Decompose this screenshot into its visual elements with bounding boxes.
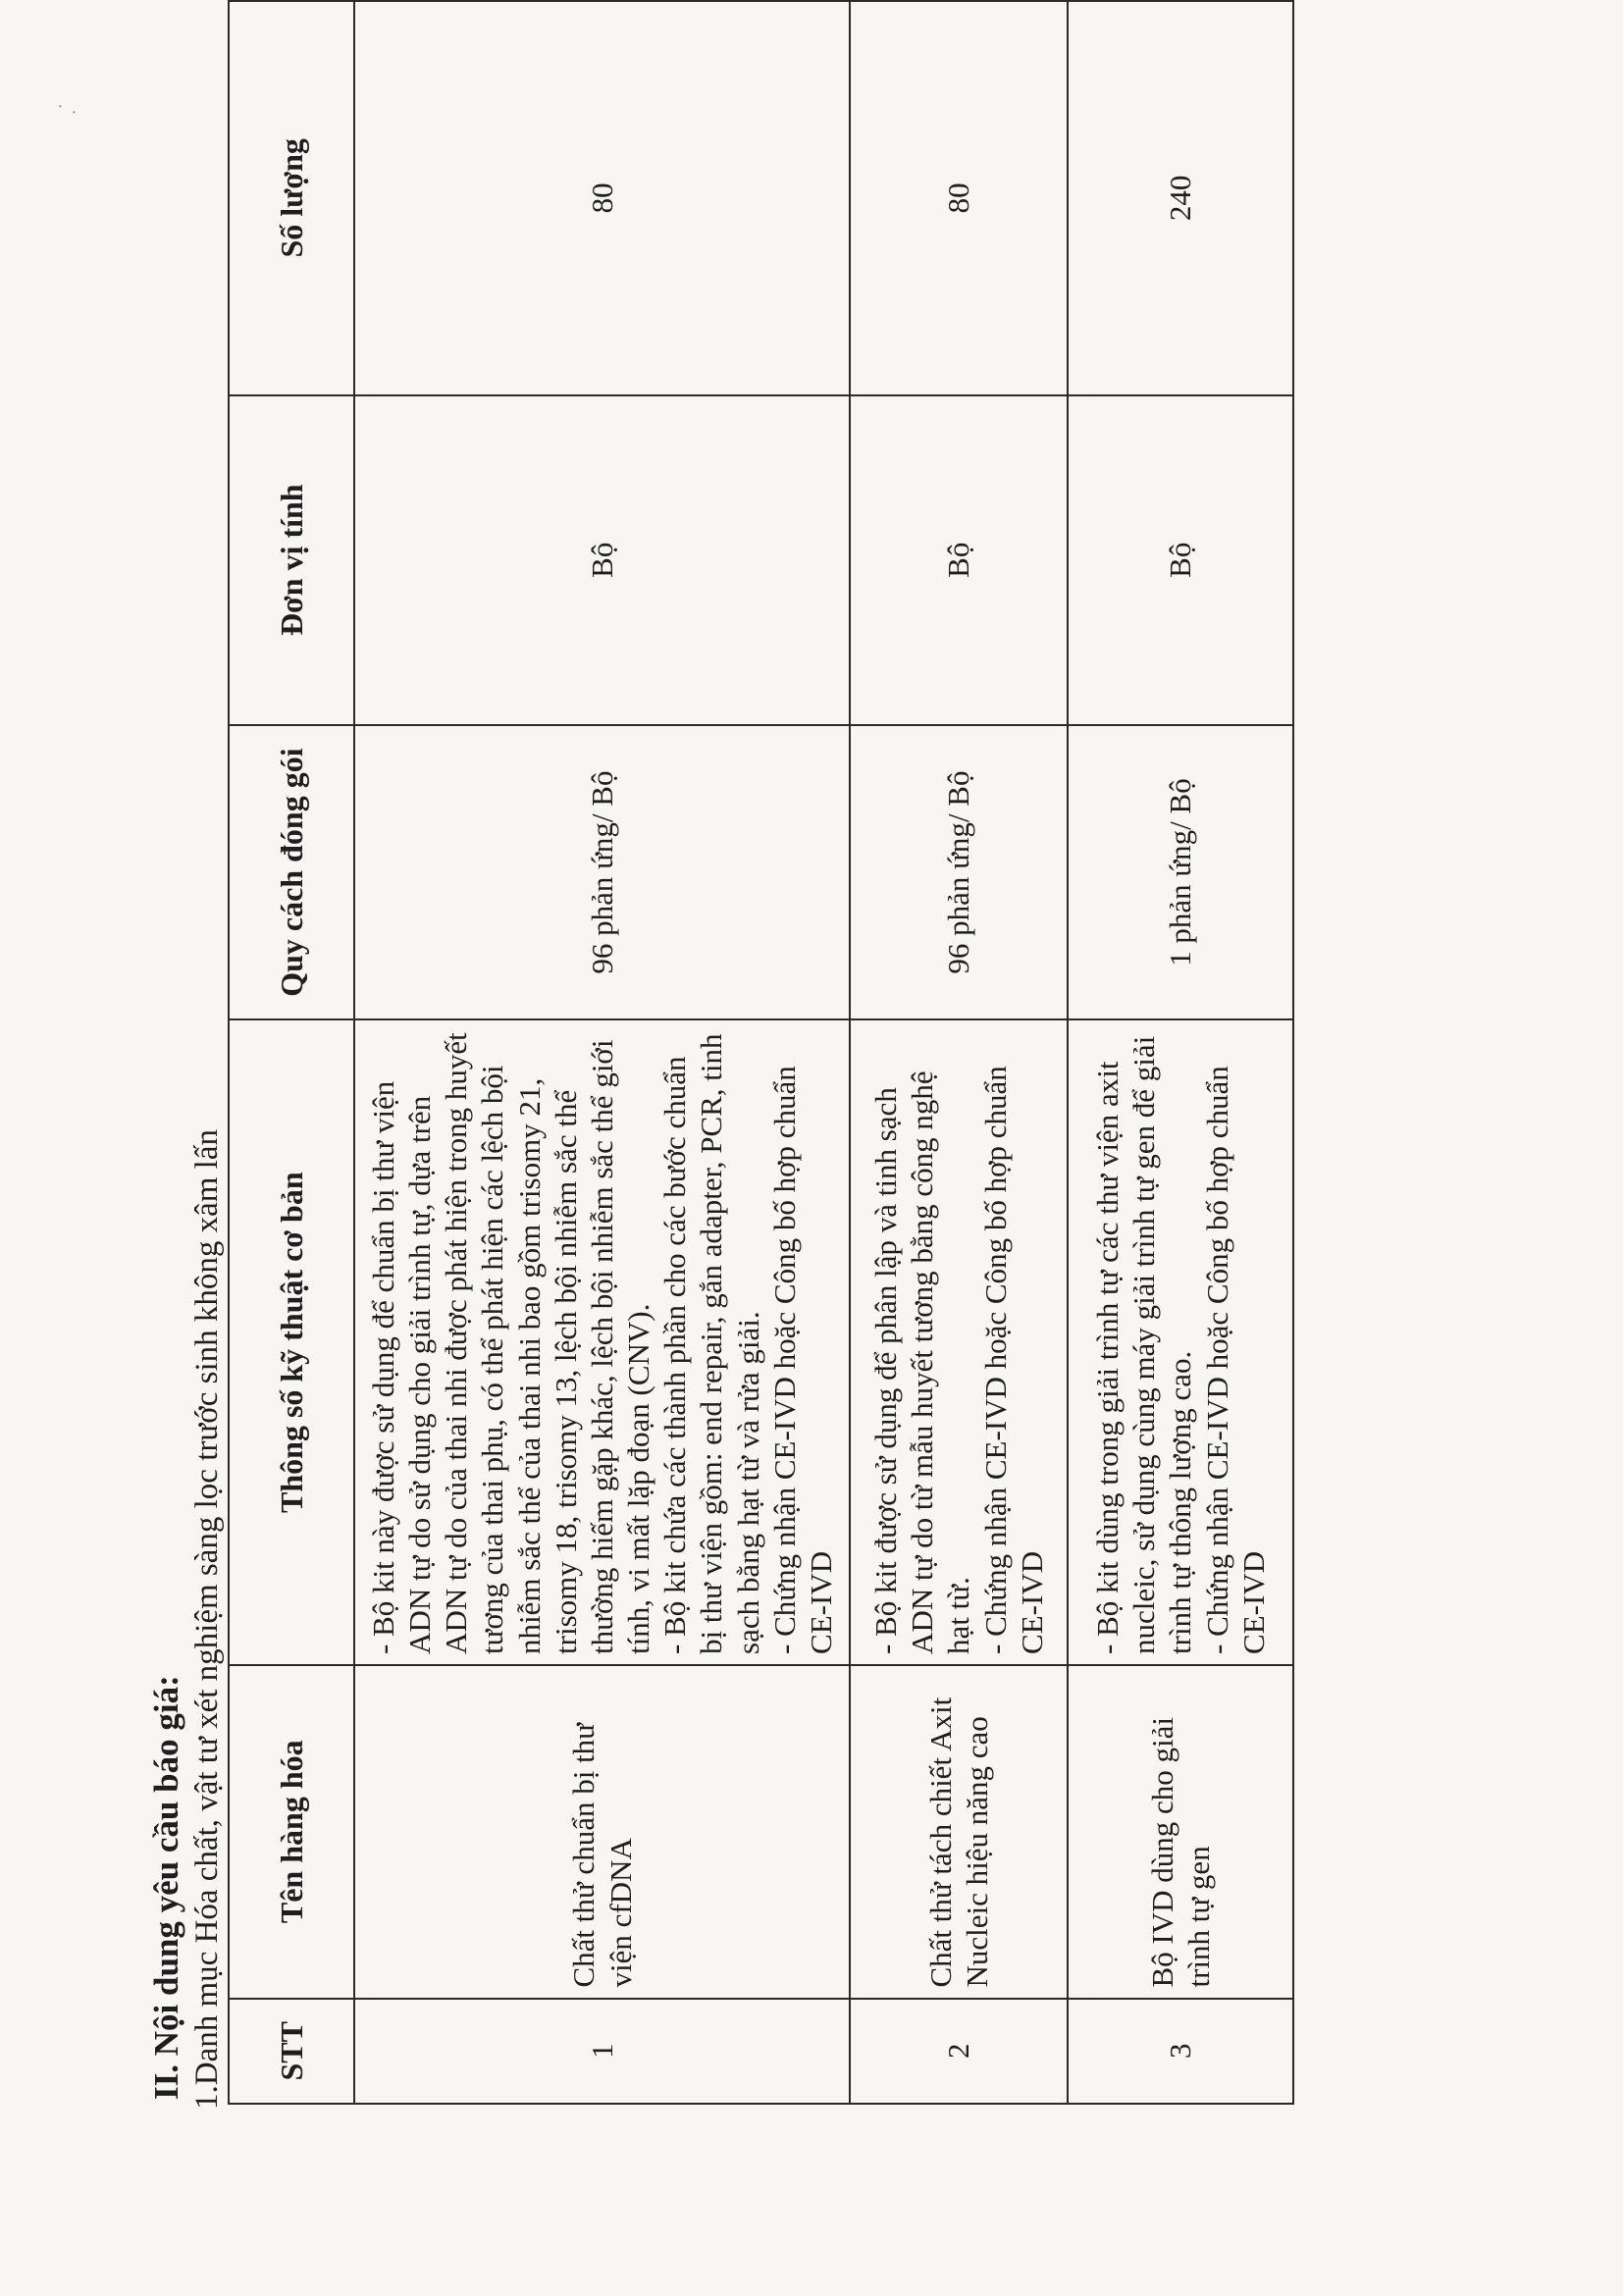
header-unit: Đơn vị tính	[229, 395, 354, 725]
header-quantity: Số lượng	[229, 1, 354, 395]
spec-line: - Bộ kit này được sử dụng để chuẩn bị thư viện ADN tự do sử dụng cho giải trình tự, dựa trên ADN tự do của thai nhi được phát hiện trong huyết tương của thai phụ, có thể phát hiện các lệch bội nhiễm sắc thể của thai nhi bao gồm trisomy 21, trisomy 18, trisomy 13, lệch bội nhiễm sắc thể thường hiếm gặp khác, lệch bội nhiễm sắc thể giới tính, vi mất lặp đoạn (CNV).	[365, 1032, 656, 1654]
row-spec	[354, 1019, 850, 1665]
row-quantity: 240	[1068, 1, 1293, 395]
header-packaging: Quy cách đóng gói	[229, 725, 354, 1020]
row-stt: 1	[354, 1999, 850, 2104]
row-quantity: 80	[850, 1, 1068, 395]
spec-line: - Bộ kit dùng trong giải trình tự các thư viện axit nucleic, sử dụng cùng máy giải trình tự gen để giải trình tự thông lượng cao.	[1090, 1035, 1198, 1654]
spec-line: - Chứng nhận CE-IVD hoặc Công bố hợp chuẩn CE-IVD	[977, 1066, 1049, 1654]
scan-speck: ·	[71, 102, 78, 124]
row-spec	[850, 1019, 1068, 1665]
table-header-row	[229, 1, 354, 2104]
row-unit: Bộ	[1068, 395, 1293, 725]
spec-line: - Bộ kit được sử dụng để phân lập và tinh sạch ADN tự do từ mẫu huyết tương bằng công nghệ hạt từ.	[868, 1070, 976, 1654]
row-packaging: 1 phản ứng/ Bộ	[1068, 725, 1293, 1020]
section-heading: II. Nội dung yêu cầu báo giá:	[147, 1675, 185, 2100]
header-name: Tên hàng hóa	[229, 1665, 354, 1999]
row-spec	[1068, 1019, 1293, 1665]
item-table	[228, 0, 1294, 2105]
row-stt: 2	[850, 1999, 1068, 2104]
row-unit: Bộ	[850, 395, 1068, 725]
header-spec: Thông số kỹ thuật cơ bản	[229, 1019, 354, 1665]
row-name: Chất thử chuẩn bị thư viện cfDNA	[354, 1665, 850, 1999]
row-unit: Bộ	[354, 395, 850, 725]
spec-line: - Chứng nhận CE-IVD hoặc Công bố hợp chuẩn CE-IVD	[1199, 1066, 1271, 1654]
header-stt: STT	[229, 1999, 354, 2104]
table-row	[354, 1, 850, 2104]
row-name: Bộ IVD dùng cho giải trình tự gen	[1068, 1665, 1293, 1999]
table-row	[850, 1, 1068, 2104]
row-quantity: 80	[354, 1, 850, 395]
list-title: 1.Danh mục Hóa chất, vật tư xét nghiệm sàng lọc trước sinh không xâm lấn	[189, 1129, 225, 2110]
row-name: Chất thử tách chiết Axit Nucleic hiệu năng cao	[850, 1665, 1068, 1999]
spec-line: - Bộ kit chứa các thành phần cho các bước chuẩn bị thư viện gồm: end repair, gắn adapter, PCR, tinh sạch bằng hạt từ và rửa giải.	[657, 1033, 765, 1654]
row-packaging: 96 phản ứng/ Bộ	[850, 725, 1068, 1020]
row-packaging: 96 phản ứng/ Bộ	[354, 725, 850, 1020]
scan-speck: ·	[57, 96, 64, 118]
table-row	[1068, 1, 1293, 2104]
spec-line: - Chứng nhận CE-IVD hoặc Công bố hợp chuẩn CE-IVD	[766, 1066, 839, 1654]
row-stt: 3	[1068, 1999, 1293, 2104]
